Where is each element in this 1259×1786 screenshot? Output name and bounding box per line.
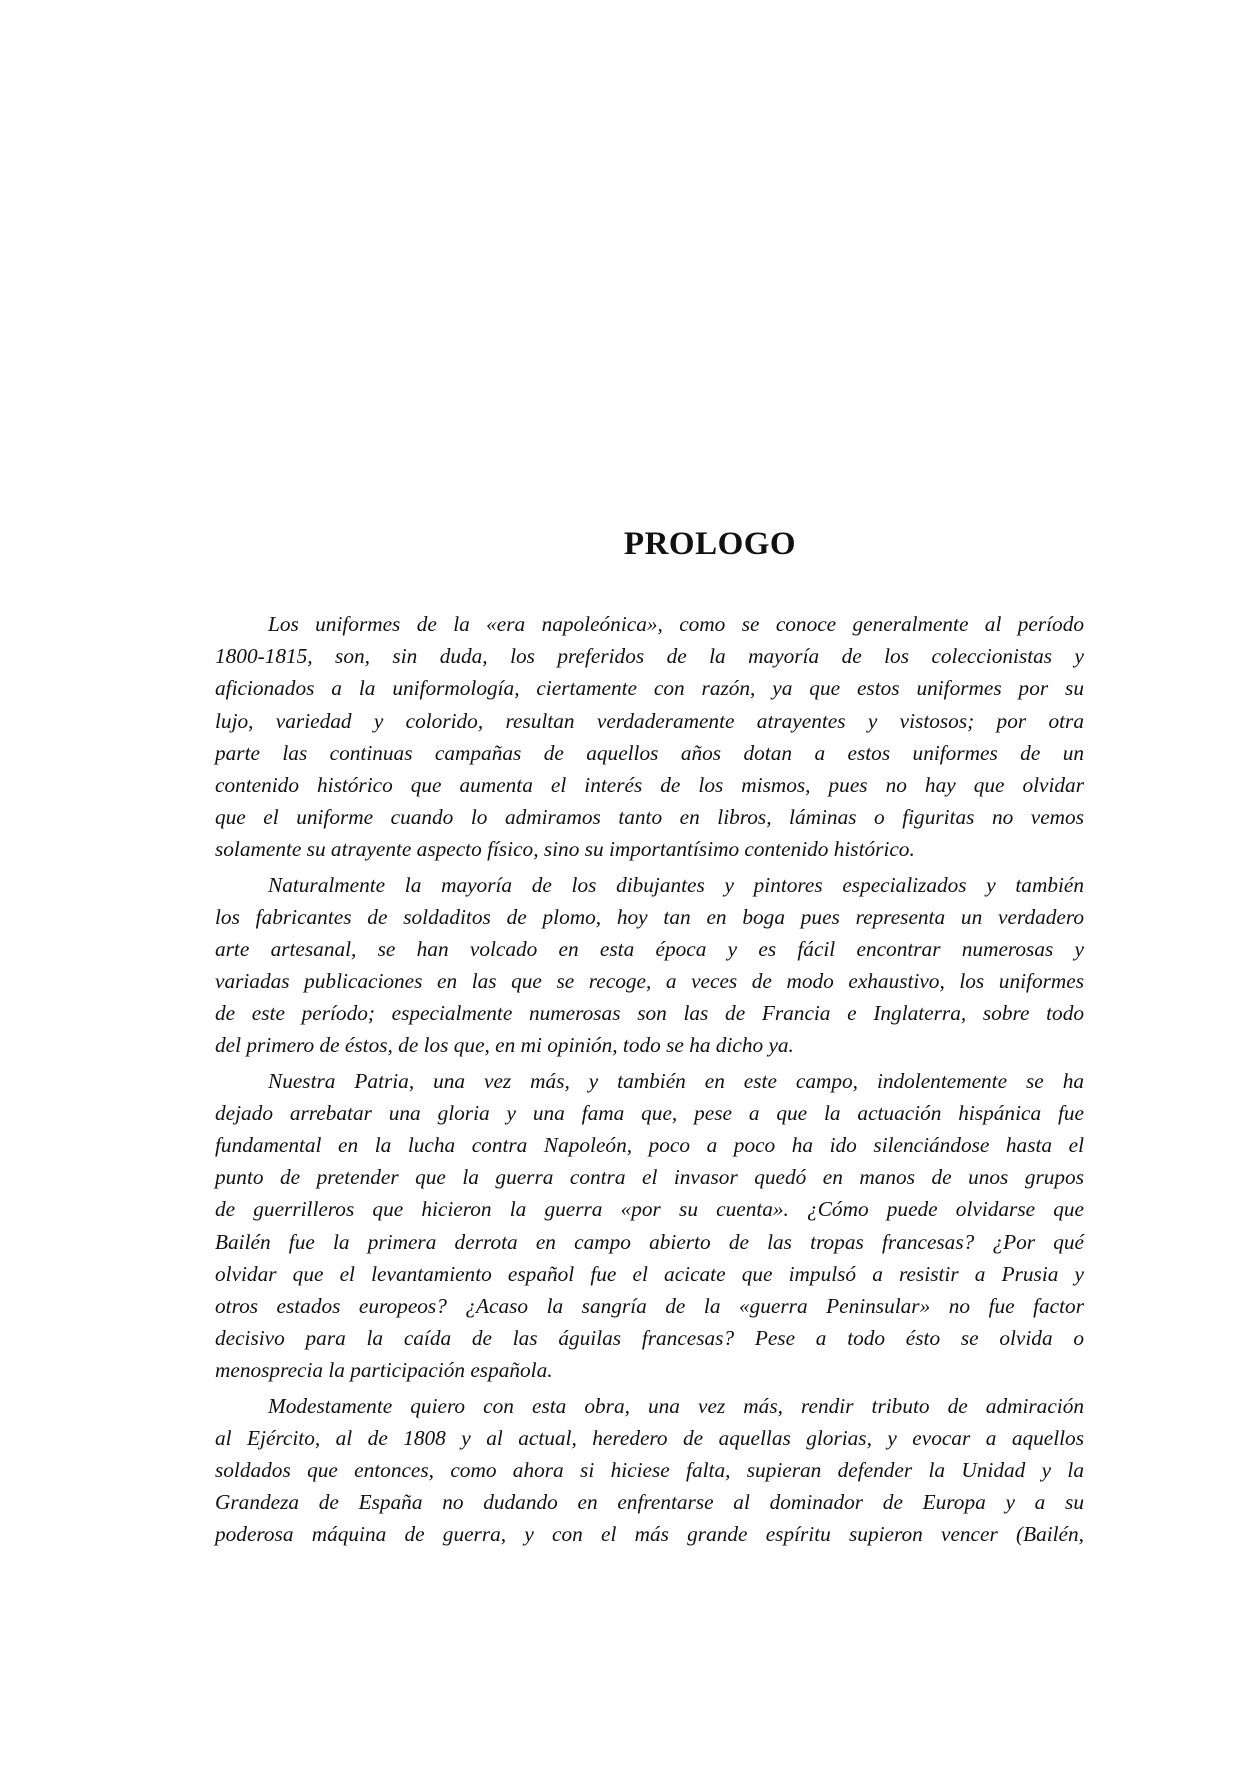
paragraph-3 [215,1065,1084,1387]
text-line: fundamental en la lucha contra Napoleón, poco a poco ha ido silenciándose hasta el [215,1133,1084,1157]
text-line: Modestamente quiero con esta obra, una vez más, rendir tributo de admiración [268,1393,1084,1418]
text-line: Naturalmente la mayoría de los dibujantes y pintores especializados y también [268,872,1084,897]
paragraph-4 [215,1390,1084,1551]
text-line: soldados que entonces, como ahora si hiciese falta, supieran defender la Unidad y la [215,1457,1084,1482]
text-line: que el uniforme cuando lo admiramos tanto en libros, láminas o figuritas no vemos [215,805,1084,830]
text-line: poderosa máquina de guerra, y con el más grande espíritu supieron vencer (Bailén, [215,1522,1084,1547]
text-line: contenido histórico que aumenta el interés de los mismos, pues no hay que olvidar [215,772,1084,797]
text-line: menosprecia la participación española. [215,1358,553,1383]
paragraph-1 [215,608,1084,866]
text-line: variadas publicaciones en las que se recoge, a veces de modo exhaustivo, los uniformes [215,969,1084,994]
text-line: los fabricantes de soldaditos de plomo, hoy tan en boga pues representa un verdadero [215,904,1084,929]
text-line: decisivo para la caída de las águilas francesas? Pese a todo ésto se olvida o [215,1326,1084,1351]
page-title: PROLOGO [623,526,797,562]
text-line: Bailén fue la primera derrota en campo abierto de las tropas francesas? ¿Por qué [215,1229,1084,1254]
text-line: de guerrilleros que hicieron la guerra «por su cuenta». ¿Cómo puede olvidarse que [215,1197,1084,1222]
text-line: solamente su atrayente aspecto físico, sino su importantísimo contenido histórico. [215,837,915,862]
text-line: dejado arrebatar una gloria y una fama que, pese a que la actuación hispánica fue [215,1100,1084,1125]
text-line: lujo, variedad y colorido, resultan verdaderamente atrayentes y vistosos; por otra [215,708,1084,733]
text-line: Los uniformes de la «era napoleónica», como se conoce generalmente al período [268,612,1084,636]
prologue-body [215,608,1084,1553]
text-line: 1800-1815, son, sin duda, los preferidos de la mayoría de los coleccionistas y [215,644,1084,669]
text-line: aficionados a la uniformología, ciertamente con razón, ya que estos uniformes por su [215,676,1084,701]
text-line: de este período; especialmente numerosas son las de Francia e Inglaterra, sobre todo [215,1001,1084,1026]
text-line: otros estados europeos? ¿Acaso la sangría de la «guerra Peninsular» no fue factor [215,1293,1084,1318]
text-line: arte artesanal, se han volcado en esta época y es fácil encontrar numerosas y [215,936,1084,961]
text-line: al Ejército, al de 1808 y al actual, heredero de aquellas glorias, y evocar a aquellos [215,1425,1084,1450]
text-line: Nuestra Patria, una vez más, y también en este campo, indolentemente se ha [268,1068,1084,1093]
text-line: Grandeza de España no dudando en enfrentarse al dominador de Europa y a su [215,1490,1084,1515]
text-line: olvidar que el levantamiento español fue el acicate que impulsó a resistir a Prusia y [215,1261,1084,1286]
text-line: punto de pretender que la guerra contra el invasor quedó en manos de unos grupos [215,1165,1084,1190]
text-line: parte las continuas campañas de aquellos años dotan a estos uniformes de un [215,740,1084,765]
text-line: del primero de éstos, de los que, en mi opinión, todo se ha dicho ya. [215,1033,794,1058]
paragraph-2 [215,869,1084,1062]
